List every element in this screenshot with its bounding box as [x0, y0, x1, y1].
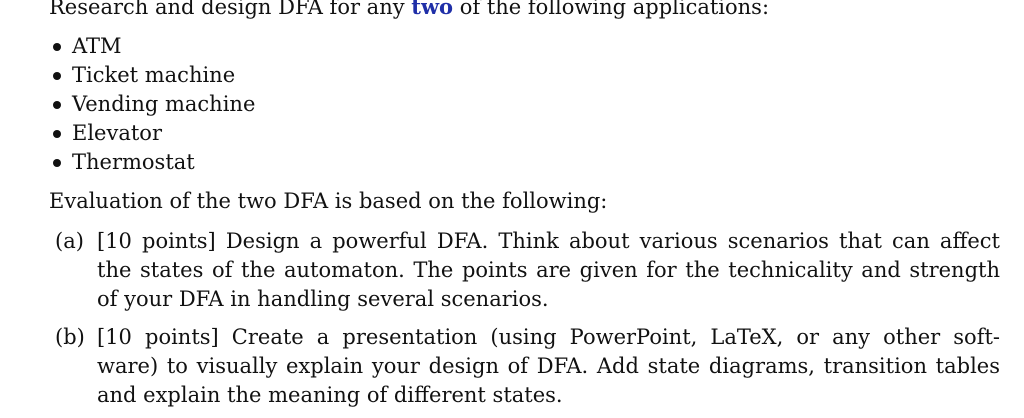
bullet-icon	[53, 130, 61, 138]
application-item-ticket-machine	[50, 61, 255, 90]
intro-text-before: Research and design DFA for any	[49, 0, 412, 19]
intro-text-after: of the following applications:	[453, 0, 770, 19]
criterion-line: and explain the meaning of different states.	[97, 383, 563, 407]
application-item-atm	[50, 32, 255, 61]
application-item-thermostat	[50, 148, 255, 177]
criterion-line: ware) to visually explain your design of DFA. Add state diagrams, transition tables	[97, 354, 1000, 378]
application-label: Elevator	[72, 121, 162, 145]
application-item-vending-machine	[50, 90, 255, 119]
application-label: Vending machine	[72, 92, 256, 116]
bullet-icon	[53, 159, 61, 167]
evaluation-intro: Evaluation of the two DFA is based on the following:	[49, 189, 608, 213]
bullet-icon	[53, 72, 61, 80]
criterion-label: (a)	[55, 229, 84, 253]
criterion-text	[97, 323, 1000, 410]
intro-emphasis: two	[411, 0, 454, 19]
application-label: Ticket machine	[72, 63, 236, 87]
application-item-elevator	[50, 119, 255, 148]
criterion-line: the states of the automaton. The points are given for the technicality and strength	[97, 258, 1000, 282]
bullet-icon	[53, 101, 61, 109]
criterion-text	[97, 227, 1000, 314]
criterion-line: [10 points] Design a powerful DFA. Think about various scenarios that can affect	[97, 229, 1000, 253]
application-label: ATM	[72, 34, 122, 58]
intro-sentence	[49, 0, 769, 21]
application-label: Thermostat	[72, 150, 195, 174]
criterion-label: (b)	[55, 325, 85, 349]
criterion-line: [10 points] Create a presentation (using PowerPoint, LaTeX, or any other soft-	[97, 325, 1000, 349]
bullet-icon	[53, 43, 61, 51]
criterion-line: of your DFA in handling several scenarios.	[97, 287, 549, 311]
applications-list	[50, 32, 255, 177]
